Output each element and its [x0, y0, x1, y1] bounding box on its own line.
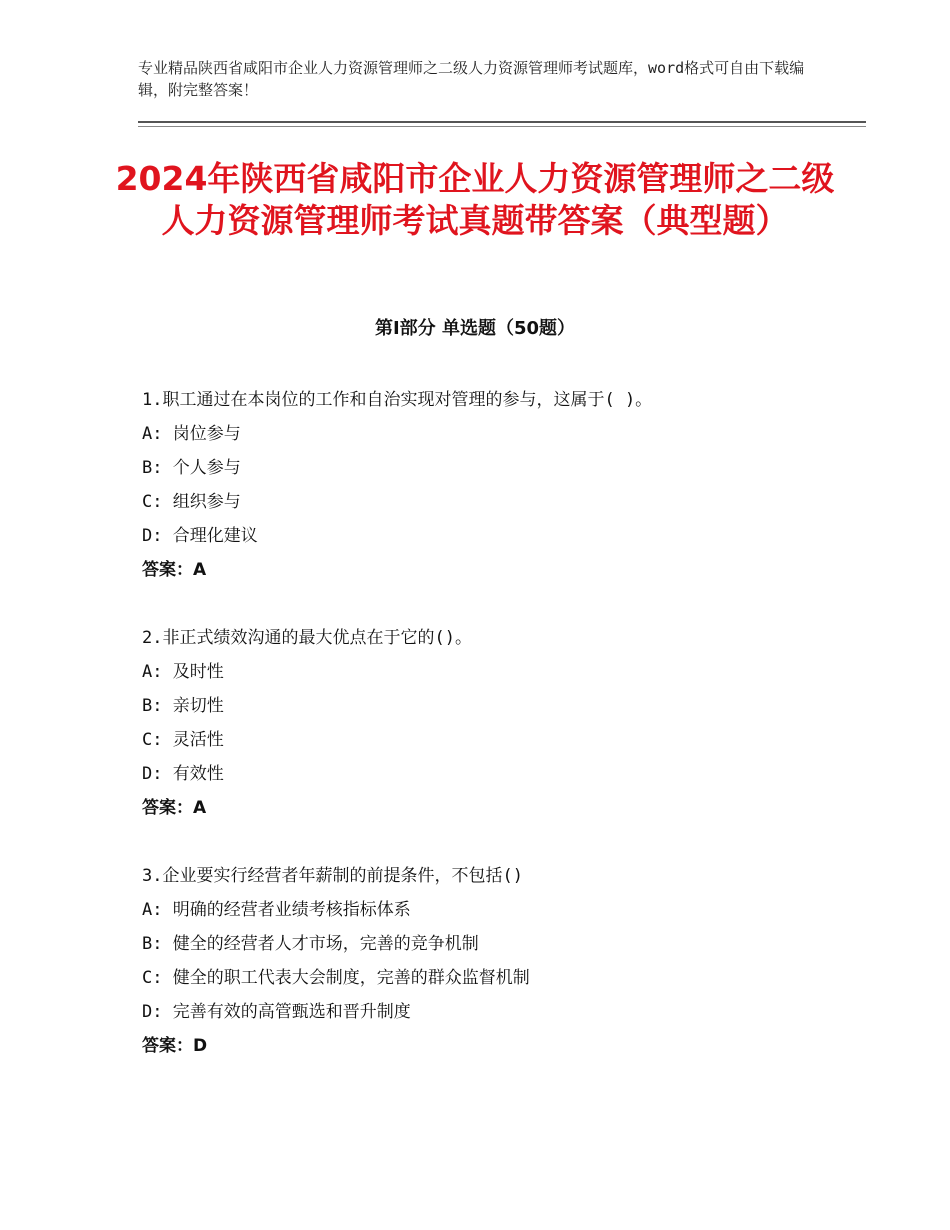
- question-stem: 1.职工通过在本岗位的工作和自治实现对管理的参与，这属于( )。: [142, 390, 653, 410]
- option-a: A: 明确的经营者业绩考核指标体系: [142, 900, 411, 920]
- answer: 答案：A: [142, 560, 207, 580]
- header-note: 专业精品陕西省咸阳市企业人力资源管理师之二级人力资源管理师考试题库，word格式可自由下载编辑，附完整答案！: [138, 59, 805, 99]
- question-2: [142, 621, 862, 825]
- option-b: B: 亲切性: [142, 696, 224, 716]
- option-b: B: 健全的经营者人才市场，完善的竞争机制: [142, 934, 479, 954]
- option-c: C: 组织参与: [142, 492, 241, 512]
- option-d: D: 合理化建议: [142, 526, 258, 546]
- option-c: C: 健全的职工代表大会制度，完善的群众监督机制: [142, 968, 530, 988]
- option-a: A: 岗位参与: [142, 424, 241, 444]
- option-b: B: 个人参与: [142, 458, 241, 478]
- section-title: 第Ⅰ部分 单选题（50题）: [374, 318, 575, 339]
- answer: 答案：A: [142, 798, 207, 818]
- option-a: A: 及时性: [142, 662, 224, 682]
- document-title: 2024年陕西省咸阳市企业人力资源管理师之二级人力资源管理师考试真题带答案（典型题）: [115, 159, 835, 240]
- question-1: [142, 383, 862, 587]
- answer: 答案：D: [142, 1036, 208, 1056]
- header-divider-thin: [138, 126, 866, 127]
- header-divider-thick: [138, 121, 866, 123]
- question-list: [142, 383, 862, 1097]
- option-c: C: 灵活性: [142, 730, 224, 750]
- question-stem: 3.企业要实行经营者年薪制的前提条件，不包括(): [142, 866, 523, 886]
- question-3: [142, 859, 862, 1063]
- question-stem: 2.非正式绩效沟通的最大优点在于它的()。: [142, 628, 472, 648]
- option-d: D: 完善有效的高管甄选和晋升制度: [142, 1002, 411, 1022]
- option-d: D: 有效性: [142, 764, 224, 784]
